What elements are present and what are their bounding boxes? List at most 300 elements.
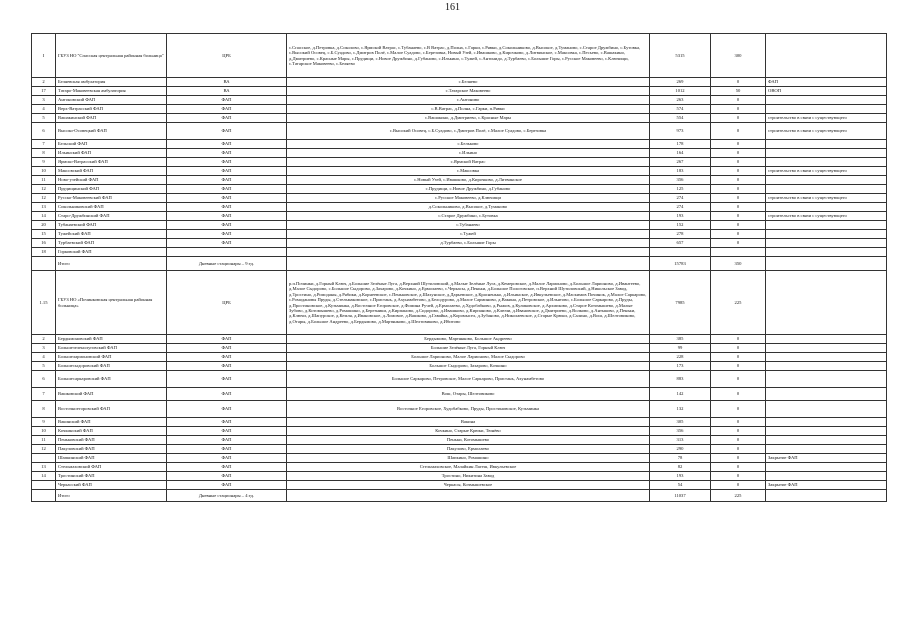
facility-type-cell: ФАП xyxy=(167,388,287,401)
population-cell: 125 xyxy=(650,185,711,194)
facility-type-cell: ФАП xyxy=(167,463,287,472)
table-row xyxy=(32,149,887,158)
row-number-cell: 7 xyxy=(32,140,56,149)
beds-cell: 0 xyxy=(711,212,766,221)
facility-type-cell: ФАП xyxy=(167,185,287,194)
note-cell: Закрытие ФАП xyxy=(766,481,887,490)
facility-name-cell: ГБУЗ НО «Починковская центральная районная больница» xyxy=(56,271,167,335)
population-cell: 78 xyxy=(650,454,711,463)
population-cell: 267 xyxy=(650,158,711,167)
table-row xyxy=(32,96,887,105)
note-cell: строительство в связи с существующего xyxy=(766,167,887,176)
facility-type-cell: ФАП xyxy=(167,212,287,221)
table-row xyxy=(32,123,887,140)
beds-cell: 0 xyxy=(711,335,766,344)
note-cell xyxy=(766,388,887,401)
served-places-cell xyxy=(287,248,650,257)
served-places-cell: д.Сокольниково, д.Высокое, д.Туманово xyxy=(287,203,650,212)
population-cell: 385 xyxy=(650,335,711,344)
facility-name-cell: Большесыдоровский ФАП xyxy=(56,362,167,371)
facility-name-cell: Вашковский ФАП xyxy=(56,388,167,401)
served-places-cell: Бердымово, Мартянково, Большое Андреево xyxy=(287,335,650,344)
table-row xyxy=(32,454,887,463)
facility-type-cell: ФАП xyxy=(167,371,287,388)
row-number-cell: 13 xyxy=(32,203,56,212)
note-cell: Закрытие ФАП xyxy=(766,454,887,463)
population-cell: 11037 xyxy=(650,490,711,502)
table-row xyxy=(32,271,887,335)
table-row xyxy=(32,371,887,388)
table-row xyxy=(32,239,887,248)
note-cell xyxy=(766,158,887,167)
row-number-cell: 4 xyxy=(32,353,56,362)
facility-name-cell: Большезеленолуговский ФАП xyxy=(56,344,167,353)
row-number-cell: 3 xyxy=(32,96,56,105)
facility-type-cell: ФАП xyxy=(167,427,287,436)
served-places-cell: с.Прудищи, с.Новое Дружбино, д.Губаново xyxy=(287,185,650,194)
facility-name-cell: Высоко-Осовецкий ФАП xyxy=(56,123,167,140)
beds-cell: 0 xyxy=(711,353,766,362)
row-number-cell: 10 xyxy=(32,167,56,176)
row-number-cell: 9 xyxy=(32,158,56,167)
beds-cell: 0 xyxy=(711,401,766,418)
beds-cell: 0 xyxy=(711,78,766,87)
population-cell xyxy=(650,248,711,257)
beds-cell: 0 xyxy=(711,436,766,445)
note-cell xyxy=(766,445,887,454)
note-cell xyxy=(766,436,887,445)
beds-cell: 0 xyxy=(711,221,766,230)
facility-type-cell: ФАП xyxy=(167,114,287,123)
population-cell: 183 xyxy=(650,167,711,176)
facility-name-cell: Черкасский ФАП xyxy=(56,481,167,490)
beds-cell: 0 xyxy=(711,114,766,123)
facility-type-cell: Дневные стационары – 9 ед. xyxy=(167,257,287,271)
facility-type-cell: ФАП xyxy=(167,418,287,427)
facility-type-cell: ФАП xyxy=(167,230,287,239)
table-row xyxy=(32,248,887,257)
served-places-cell: с.Беляево xyxy=(287,78,650,87)
table-row xyxy=(32,344,887,353)
facility-type-cell: ФАП xyxy=(167,239,287,248)
facility-name-cell: Ново-узейский ФАП xyxy=(56,176,167,185)
population-cell: 173 xyxy=(650,362,711,371)
row-number-cell: 1.15 xyxy=(32,271,56,335)
beds-cell: 0 xyxy=(711,230,766,239)
facility-name-cell: Тростинский ФАП xyxy=(56,472,167,481)
table-row xyxy=(32,158,887,167)
population-cell: 152 xyxy=(650,221,711,230)
row-number-cell: 20 xyxy=(32,221,56,230)
facility-name-cell: Бердымоновский ФАП xyxy=(56,335,167,344)
row-number-cell: 2 xyxy=(32,335,56,344)
facility-name-cell: Восточноегоровский ФАП xyxy=(56,401,167,418)
facility-type-cell: Дневные стационары – 4 ед. xyxy=(167,490,287,502)
served-places-cell: Восточное Егоровское, Худобабково, Пруды, Простиновское, Кузьминка xyxy=(287,401,650,418)
population-cell: 5315 xyxy=(650,34,711,78)
beds-cell xyxy=(711,248,766,257)
page-number: 161 xyxy=(445,2,460,13)
served-places-cell: Тростино, Никитина Завод xyxy=(287,472,650,481)
served-places-cell: Шапкино, Ромашино xyxy=(287,454,650,463)
beds-cell: 0 xyxy=(711,123,766,140)
facility-name-cell: Большесаркаровский ФАП xyxy=(56,371,167,388)
table-row xyxy=(32,463,887,472)
beds-cell: 0 xyxy=(711,185,766,194)
facility-type-cell: ФАП xyxy=(167,158,287,167)
beds-cell: 0 xyxy=(711,176,766,185)
row-number-cell: 12 xyxy=(32,445,56,454)
facility-name-cell: Итого xyxy=(56,257,167,271)
served-places-cell: Черкасы, Кочмышевское xyxy=(287,481,650,490)
beds-cell: 300 xyxy=(711,34,766,78)
facility-name-cell: Верх-Ватрасский ФАП xyxy=(56,105,167,114)
beds-cell: 0 xyxy=(711,388,766,401)
population-cell: 15783 xyxy=(650,257,711,271)
table-row xyxy=(32,353,887,362)
population-cell: 356 xyxy=(650,176,711,185)
beds-cell: 225 xyxy=(711,271,766,335)
served-places-cell: Пеньки, Котомышево xyxy=(287,436,650,445)
row-number-cell: 12 xyxy=(32,194,56,203)
facility-type-cell: ФАП xyxy=(167,335,287,344)
facility-type-cell: ФАП xyxy=(167,445,287,454)
facility-type-cell: ЦРБ xyxy=(167,271,287,335)
note-cell xyxy=(766,239,887,248)
row-number-cell: 15 xyxy=(32,230,56,239)
note-cell xyxy=(766,221,887,230)
beds-cell: 0 xyxy=(711,371,766,388)
served-places-cell: с.Вашакино, д.Дмитриево, с.Красные Мары xyxy=(287,114,650,123)
facility-name-cell: Горковский ФАП xyxy=(56,248,167,257)
population-cell: 193 xyxy=(650,472,711,481)
population-cell: 554 xyxy=(650,114,711,123)
row-number-cell: 18 xyxy=(32,248,56,257)
note-cell xyxy=(766,401,887,418)
table-row xyxy=(32,114,887,123)
population-cell: 278 xyxy=(650,230,711,239)
facility-type-cell: ФАП xyxy=(167,167,287,176)
beds-cell: 0 xyxy=(711,481,766,490)
facility-type-cell: ФАП xyxy=(167,194,287,203)
table-row xyxy=(32,401,887,418)
note-cell xyxy=(766,185,887,194)
row-number-cell xyxy=(32,481,56,490)
facility-type-cell: ФАП xyxy=(167,353,287,362)
note-cell xyxy=(766,490,887,502)
facility-name-cell: Тубанаевский ФАП xyxy=(56,221,167,230)
served-places-cell: с.Спасское, д.Петровка, д.Соколово, с.Ярмской Ватрас, с.Тубанаево, с.В Ватрас, д.Полна, с.Гарки, с.Рявки, д.Сокольниково, д.Высокое, д.Туманово, с.Старое Дружбино, с.Бутовка, с.Высокий Осовец, с.Б.Суадово, с.Дмитров Полё, с.Малое Суадово, с.Березовка, Новый Узей, с.Ивашково, д.Кирочково, д.Литвинское, с.Максовка, с.Песьево, с.Вашакино, д.Дмитриево, с.Красные Мары, с.Прудищи, с.Новое Дружбино, д.Губаново, с.Илькино, с.Тужей, с.Антонидо, д.Турбаево, с.Большие Горы, с.Русское Маковеево, с.Ключищи, с.Татарское Маковеево, с.Беляево xyxy=(287,34,650,78)
population-cell: 313 xyxy=(650,436,711,445)
note-cell xyxy=(766,353,887,362)
table-row xyxy=(32,362,887,371)
table-row xyxy=(32,436,887,445)
beds-cell: 0 xyxy=(711,140,766,149)
row-number-cell: 3 xyxy=(32,344,56,353)
facility-name-cell: Беляевская амбулатория xyxy=(56,78,167,87)
note-cell: ФАП xyxy=(766,78,887,87)
table-row xyxy=(32,221,887,230)
row-number-cell: 14 xyxy=(32,212,56,221)
table-row xyxy=(32,167,887,176)
row-number-cell: 5 xyxy=(32,362,56,371)
beds-cell: 0 xyxy=(711,239,766,248)
table-row xyxy=(32,472,887,481)
facility-name-cell: Старо-Дружбинский ФАП xyxy=(56,212,167,221)
beds-cell: 225 xyxy=(711,490,766,502)
note-cell xyxy=(766,149,887,158)
table-row xyxy=(32,257,887,271)
note-cell xyxy=(766,463,887,472)
facility-name-cell: Тужейский ФАП xyxy=(56,230,167,239)
beds-cell: 0 xyxy=(711,105,766,114)
population-cell: 178 xyxy=(650,140,711,149)
facility-type-cell: ФАП xyxy=(167,472,287,481)
served-places-cell: Пакулово, Ермолаево xyxy=(287,445,650,454)
note-cell xyxy=(766,344,887,353)
facility-type-cell: ФАП xyxy=(167,362,287,371)
row-number-cell: 11 xyxy=(32,436,56,445)
facility-name-cell: Стельмаховский ФАП xyxy=(56,463,167,472)
note-cell xyxy=(766,140,887,149)
note-cell: строительство в связи с существующего xyxy=(766,212,887,221)
table-row xyxy=(32,203,887,212)
beds-cell: 0 xyxy=(711,149,766,158)
beds-cell: 0 xyxy=(711,362,766,371)
beds-cell: 0 xyxy=(711,454,766,463)
population-cell: 356 xyxy=(650,427,711,436)
facility-type-cell: ФАП xyxy=(167,105,287,114)
row-number-cell xyxy=(32,454,56,463)
note-cell xyxy=(766,34,887,78)
row-number-cell: 6 xyxy=(32,371,56,388)
population-cell: 657 xyxy=(650,239,711,248)
served-places-cell: с.Татарское Маковеево xyxy=(287,87,650,96)
table-row xyxy=(32,140,887,149)
row-number-cell: 10 xyxy=(32,427,56,436)
table-row xyxy=(32,481,887,490)
population-cell: 269 xyxy=(650,78,711,87)
row-number-cell: 12 xyxy=(32,185,56,194)
row-number-cell: 13 xyxy=(32,463,56,472)
facility-name-cell: Максовский ФАП xyxy=(56,167,167,176)
population-cell: 142 xyxy=(650,388,711,401)
beds-cell: 0 xyxy=(711,418,766,427)
facility-name-cell: Большеларионовский ФАП xyxy=(56,353,167,362)
note-cell xyxy=(766,257,887,271)
served-places-cell: с.Новый Узей, с.Ивашково, д.Кирочково, д.Литвинское xyxy=(287,176,650,185)
note-cell xyxy=(766,362,887,371)
facility-type-cell: ВА xyxy=(167,87,287,96)
note-cell xyxy=(766,427,887,436)
facility-type-cell: ФАП xyxy=(167,96,287,105)
facility-type-cell: ФАП xyxy=(167,436,287,445)
served-places-cell: с.В.Ватрас, д.Полна, с.Гарки, п.Рявки xyxy=(287,105,650,114)
facility-type-cell: ФАП xyxy=(167,454,287,463)
served-places-cell xyxy=(287,257,650,271)
note-cell: строительство в связи с существующего xyxy=(766,114,887,123)
served-places-cell: с.Ильино xyxy=(287,149,650,158)
facility-name-cell: Ярмско-Ватрасский ФАП xyxy=(56,158,167,167)
row-number-cell: 8 xyxy=(32,149,56,158)
beds-cell: 0 xyxy=(711,194,766,203)
note-cell xyxy=(766,105,887,114)
note-cell xyxy=(766,335,887,344)
facility-type-cell: ФАП xyxy=(167,344,287,353)
table-row xyxy=(32,388,887,401)
population-cell: 164 xyxy=(650,149,711,158)
row-number-cell: 5 xyxy=(32,114,56,123)
facility-type-cell xyxy=(167,248,287,257)
table-row xyxy=(32,78,887,87)
row-number-cell: 17 xyxy=(32,87,56,96)
population-cell: 973 xyxy=(650,123,711,140)
table-row xyxy=(32,230,887,239)
facility-name-cell: Вакинский ФАП xyxy=(56,418,167,427)
served-places-cell: Большое Саркарово, Петровское, Малое Саркарово, Пристань, Ахунамбетово xyxy=(287,371,650,388)
served-places-cell: Большое Сыдорово, Захарово, Кочкино xyxy=(287,362,650,371)
note-cell: строительство в связи с существующего xyxy=(766,123,887,140)
population-cell: 274 xyxy=(650,203,711,212)
facility-name-cell: ГБУЗ НО "Спасская центральная районная больница" xyxy=(56,34,167,78)
note-cell xyxy=(766,472,887,481)
facility-type-cell: ФАП xyxy=(167,203,287,212)
row-number-cell: 7 xyxy=(32,388,56,401)
served-places-cell: Кочкино, Старые Крюки, Тюнёво xyxy=(287,427,650,436)
facility-name-cell: Итого xyxy=(56,490,167,502)
row-number-cell: 4 xyxy=(32,105,56,114)
facilities-table xyxy=(31,33,887,502)
row-number-cell: 16 xyxy=(32,239,56,248)
facility-name-cell: Кочкинский ФАП xyxy=(56,427,167,436)
row-number-cell: I xyxy=(32,34,56,78)
facility-name-cell: Турбаевский ФАП xyxy=(56,239,167,248)
served-places-cell: с.Тужей xyxy=(287,230,650,239)
beds-cell: 0 xyxy=(711,445,766,454)
table-row xyxy=(32,185,887,194)
row-number-cell: 14 xyxy=(32,472,56,481)
served-places-cell: с.Антониво xyxy=(287,96,650,105)
population-cell: 290 xyxy=(650,445,711,454)
served-places-cell: Вош, Отары, Шелтовиково xyxy=(287,388,650,401)
population-cell: 574 xyxy=(650,105,711,114)
served-places-cell: Большие Зелёные Луга, Горный Ключ xyxy=(287,344,650,353)
facility-type-cell: ЦРБ xyxy=(167,34,287,78)
population-cell: 82 xyxy=(650,463,711,472)
facility-name-cell: Антоновский ФАП xyxy=(56,96,167,105)
note-cell xyxy=(766,418,887,427)
facility-type-cell: ФАП xyxy=(167,123,287,140)
note-cell xyxy=(766,203,887,212)
population-cell: 274 xyxy=(650,194,711,203)
beds-cell: 0 xyxy=(711,158,766,167)
served-places-cell: с.Бельково xyxy=(287,140,650,149)
population-cell: 99 xyxy=(650,344,711,353)
table-row xyxy=(32,335,887,344)
beds-cell: 0 xyxy=(711,472,766,481)
population-cell: 132 xyxy=(650,401,711,418)
facility-type-cell: ВА xyxy=(167,78,287,87)
served-places-cell: д.Турбаево, с.Большие Горы xyxy=(287,239,650,248)
row-number-cell xyxy=(32,257,56,271)
beds-cell: 0 xyxy=(711,167,766,176)
beds-cell: 0 xyxy=(711,463,766,472)
row-number-cell: 6 xyxy=(32,123,56,140)
facility-name-cell: Прудищинский ФАП xyxy=(56,185,167,194)
row-number-cell: 2 xyxy=(32,78,56,87)
served-places-cell: р.п.Починки, д.Горный Ключ, д.Большие Зелёные Луга, д.Верхний Шутиловский, д.Малые Зелёные Луга, д.Кемеровское, д.Малое Ларионово, д.Большое Ларионово, д.Ивантеево, д.Малое Сыдорово, с.Большое Сыдорово, д.Захарово, д.Кочкино, д.Ермолаево, с.Черкасы, д.Пеньки, д.Большое Пологовское, п.Верхний Шутиловский, д.Никольское Завод, д.Тростино, д.Ромоданы, д.Рябики, д.Корнеевское, с.Пеньковское, д.Шахунское, д.Дарьевское, д.Красненько, д.Ильинское, д.Ивкульевское, д.Маскимов Починок, д.Малое Саркарово, с.Ромодановы Пруды, д.Стельмаковское, с.Пристань, д.Ахунамбетово, д.Белодурово, д.Малое Сарминово, д.Вакина, д.Петровское, д.Ильятово, с.Большое Саркарово, д.Пруды, д.Простиновское, д.Кузьминка, д.Восточное Егоровское, д.Фомина Ручей, д.Ермолаево, д.Худобабково, д.Рыжов, д.Куликовское, д.Архипково, д.Старое Котомышево, д.Малые Зубово, д.Котомышево, д.Ромашино, д.Березники, д.Кирпаново, д.Сидорово, д.Ивашково, д.Кирпаново, д.Ключи, д.Ивановское, д.Дмитриево, д.Волково, д.Антыково, д.Пеньки, д.Ключи, д.Шапурское, д.Кемля, д.Ивановское, д.Ломовое, д.Вашково, д.Гавайка, д.Коромысел, д.Зубаново, д.Николаевское, д.Старые Крюки, д.Салино, д.Вош, д.Шелтовиково, д.Отары, д.Большое Андреево, д.Бердымово, д.Мартянково, д.Шелтовиково, д.Ибитово xyxy=(287,271,650,335)
note-cell: строительство в связи с существующего xyxy=(766,194,887,203)
note-cell xyxy=(766,230,887,239)
beds-cell: 0 xyxy=(711,427,766,436)
population-cell: 228 xyxy=(650,353,711,362)
facility-name-cell: Пеньковский ФАП xyxy=(56,436,167,445)
table-row xyxy=(32,445,887,454)
served-places-cell: с.Старое Дружбино, с.Бутовка xyxy=(287,212,650,221)
served-places-cell xyxy=(287,490,650,502)
beds-cell: 350 xyxy=(711,257,766,271)
table-row xyxy=(32,34,887,78)
note-cell: ОВОП xyxy=(766,87,887,96)
served-places-cell: с.Высокий Осовец, с.Б.Суадово, с.Дмитров Полё, с.Малое Суадово, с.Березовка xyxy=(287,123,650,140)
served-places-cell: с.Ярмской Ватрас xyxy=(287,158,650,167)
beds-cell: 0 xyxy=(711,203,766,212)
facility-name-cell: Русско-Маковеевский ФАП xyxy=(56,194,167,203)
table-row xyxy=(32,87,887,96)
table-row xyxy=(32,490,887,502)
note-cell xyxy=(766,371,887,388)
served-places-cell: Стельмаховское, Малайкин Лагеш, Ивкульевское xyxy=(287,463,650,472)
served-places-cell: Большое Ларионово, Малое Ларионово, Малое Сыдорово xyxy=(287,353,650,362)
facility-type-cell: ФАП xyxy=(167,140,287,149)
row-number-cell: 9 xyxy=(32,418,56,427)
facility-name-cell: Вашакинский ФАП xyxy=(56,114,167,123)
table-row xyxy=(32,105,887,114)
population-cell: 263 xyxy=(650,96,711,105)
table-row xyxy=(32,194,887,203)
note-cell xyxy=(766,271,887,335)
facility-type-cell: ФАП xyxy=(167,176,287,185)
note-cell xyxy=(766,176,887,185)
row-number-cell: 8 xyxy=(32,401,56,418)
population-cell: 1012 xyxy=(650,87,711,96)
population-cell: 193 xyxy=(650,212,711,221)
beds-cell: 50 xyxy=(711,87,766,96)
beds-cell: 0 xyxy=(711,344,766,353)
table-row xyxy=(32,427,887,436)
note-cell xyxy=(766,96,887,105)
population-cell: 305 xyxy=(650,418,711,427)
facility-type-cell: ФАП xyxy=(167,481,287,490)
facility-name-cell: Ильинский ФАП xyxy=(56,149,167,158)
facility-name-cell: Татаро-Маковеевская амбулатория xyxy=(56,87,167,96)
facility-type-cell: ФАП xyxy=(167,221,287,230)
table-row xyxy=(32,418,887,427)
facility-name-cell: Сокольниковский ФАП xyxy=(56,203,167,212)
note-cell xyxy=(766,248,887,257)
served-places-cell: Вакина xyxy=(287,418,650,427)
served-places-cell: с.Русское Маковеево, д.Ключищи xyxy=(287,194,650,203)
facility-name-cell: Пакуловский ФАП xyxy=(56,445,167,454)
table-row xyxy=(32,176,887,185)
facility-type-cell: ФАП xyxy=(167,401,287,418)
population-cell: 54 xyxy=(650,481,711,490)
population-cell: 7985 xyxy=(650,271,711,335)
row-number-cell xyxy=(32,490,56,502)
facility-name-cell: Бельский ФАП xyxy=(56,140,167,149)
facility-type-cell: ФАП xyxy=(167,149,287,158)
table-row xyxy=(32,212,887,221)
